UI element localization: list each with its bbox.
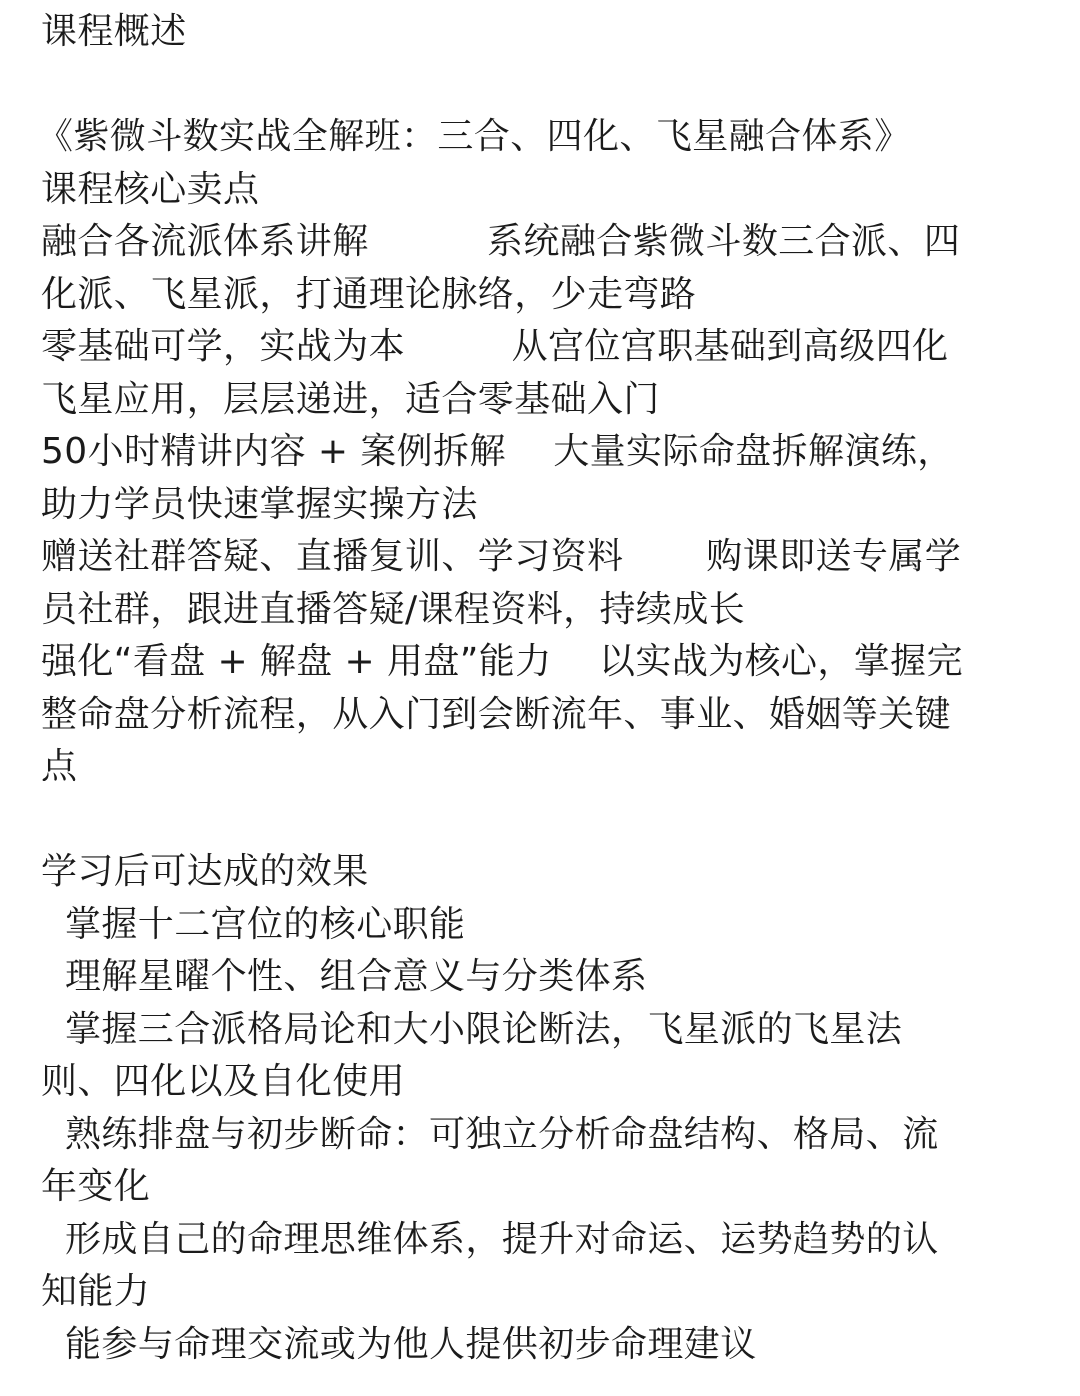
selling-point-line: 整命盘分析流程，从入门到会断流年、事业、婚姻等关键 xyxy=(41,693,952,735)
selling-point-line: 员社群，跟进直播答疑/课程资料，持续成长 xyxy=(41,588,746,630)
selling-points-heading: 课程核心卖点 xyxy=(41,168,260,210)
document-body xyxy=(37,6,1051,1371)
outcome-item-continuation: 年变化 xyxy=(41,1166,151,1207)
outcome-item-continuation: 知能力 xyxy=(41,1271,151,1312)
outcome-item: 掌握十二宫位的核心职能 xyxy=(65,903,466,945)
outcomes-heading: 学习后可达成的效果 xyxy=(41,851,369,892)
outcome-item: 能参与命理交流或为他人提供初步命理建议 xyxy=(65,1323,757,1365)
selling-point-line: 融合各流派体系讲解 系统融合紫微斗数三合派、四 xyxy=(41,221,961,262)
selling-point-line: 50小时精讲内容 + 案例拆解 大量实际命盘拆解演练， xyxy=(41,431,954,472)
outcome-item: 熟练排盘与初步断命：可独立分析命盘结构、格局、流 xyxy=(65,1113,939,1155)
blank-line xyxy=(41,59,1051,112)
selling-point-line: 助力学员快速掌握实操方法 xyxy=(41,483,478,525)
course-title: 《紫微斗数实战全解班：三合、四化、飞星融合体系》 xyxy=(37,116,911,157)
outcome-item-continuation: 则、四化以及自化使用 xyxy=(41,1061,406,1102)
selling-point-line: 零基础可学，实战为本 从宫位宫职基础到高级四化 xyxy=(41,326,949,367)
outcome-item: 形成自己的命理思维体系，提升对命运、运势趋势的认 xyxy=(65,1218,939,1260)
outcome-item: 掌握三合派格局论和大小限论断法，飞星派的飞星法 xyxy=(65,1008,903,1050)
selling-point-line: 赠送社群答疑、直播复训、学习资料 购课即送专属学 xyxy=(41,536,962,577)
selling-point-line: 强化“看盘 + 解盘 + 用盘”能力 以实战为核心，掌握完 xyxy=(41,641,963,682)
outcome-item: 理解星曜个性、组合意义与分类体系 xyxy=(65,956,648,997)
blank-line xyxy=(41,794,1051,847)
selling-point-line: 化派、飞星派，打通理论脉络，少走弯路 xyxy=(41,273,697,315)
page-heading: 课程概述 xyxy=(41,11,187,52)
selling-point-line: 点 xyxy=(41,746,78,787)
selling-point-line: 飞星应用，层层递进，适合零基础入门 xyxy=(41,378,660,420)
